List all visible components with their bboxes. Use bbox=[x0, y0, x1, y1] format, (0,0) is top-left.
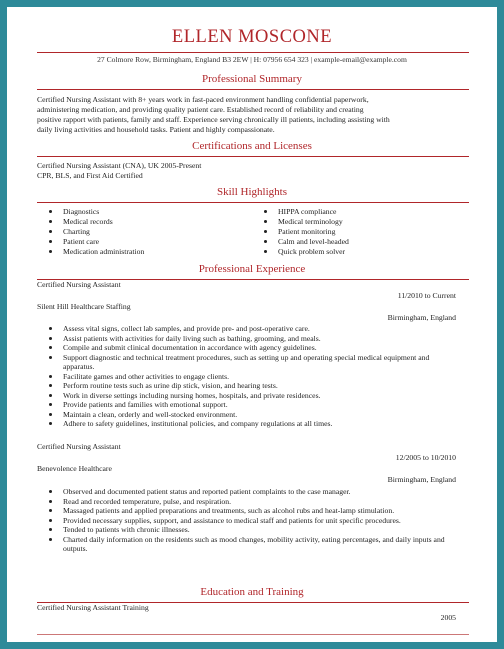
bullet-icon bbox=[49, 528, 52, 531]
bullet-icon bbox=[49, 403, 52, 406]
duty-item bbox=[37, 506, 462, 516]
bullet-icon bbox=[49, 327, 52, 330]
bullet-icon bbox=[49, 220, 52, 223]
bullet-icon bbox=[49, 230, 52, 233]
bullet-icon bbox=[264, 250, 267, 253]
job-location: Birmingham, England bbox=[387, 313, 456, 322]
duty-text: Read and recorded temperature, pulse, and respiration. bbox=[63, 496, 231, 506]
bullet-icon bbox=[49, 210, 52, 213]
duty-item bbox=[37, 324, 462, 334]
candidate-name: ELLEN MOSCONE bbox=[171, 27, 333, 47]
bullet-icon bbox=[49, 509, 52, 512]
certifications-heading: Certifications and Licenses bbox=[192, 140, 312, 152]
duty-text: Work in diverse settings including nursing homes, hospitals, and private residences. bbox=[63, 390, 321, 400]
bullet-icon bbox=[49, 240, 52, 243]
duty-item bbox=[37, 497, 462, 507]
duty-text: Adhere to safety guidelines, institutional policies, and company regulations at all times. bbox=[63, 419, 333, 428]
duty-text: Facilitate games and other activities to engage clients. bbox=[63, 371, 230, 381]
duty-text: Provided necessary supplies, support, and assistance to medical staff and patients for unit specific procedures. bbox=[63, 515, 401, 525]
certification-line: CPR, BLS, and First Aid Certified bbox=[37, 171, 143, 180]
certifications-list bbox=[37, 161, 201, 181]
duty-item bbox=[37, 487, 462, 497]
duty-item bbox=[37, 391, 462, 401]
skill-label: Medical records bbox=[63, 217, 113, 226]
bullet-icon bbox=[49, 413, 52, 416]
duty-text: Maintain a clean, orderly and well-stocked environment. bbox=[63, 409, 238, 419]
duty-item bbox=[37, 516, 462, 526]
duty-text: Provide patients and families with emotional support. bbox=[63, 400, 228, 409]
duty-text: Perform routine tests such as urine dip stick, vision, and hearing tests. bbox=[63, 381, 278, 390]
bullet-icon bbox=[49, 375, 52, 378]
duty-text: Assess vital signs, collect lab samples, and provide pre- and post-operative care. bbox=[63, 324, 310, 333]
duty-item bbox=[37, 525, 462, 535]
skills-divider bbox=[37, 202, 469, 203]
experience-heading: Professional Experience bbox=[198, 263, 306, 275]
duty-text: Support diagnostic and technical treatment procedures, such as setting up and operating special medical equipment and apparatus. bbox=[63, 352, 430, 371]
duty-item bbox=[37, 381, 462, 391]
duty-item bbox=[37, 410, 462, 420]
duty-item bbox=[37, 372, 462, 382]
duty-item bbox=[37, 343, 462, 353]
job-duties-list bbox=[37, 324, 462, 429]
bullet-icon bbox=[264, 220, 267, 223]
education-title: Certified Nursing Assistant Training bbox=[37, 603, 149, 612]
duty-text: Assist patients with activities for daily living such as bathing, grooming, and meals. bbox=[63, 333, 321, 343]
skill-label: Patient monitoring bbox=[278, 227, 336, 236]
summary-line: positive rapport with patients, family and staff. Experience serving chronically ill patients, including assisting with bbox=[37, 115, 390, 124]
bullet-icon bbox=[264, 210, 267, 213]
bullet-icon bbox=[49, 337, 52, 340]
skills-heading: Skill Highlights bbox=[217, 186, 287, 198]
skill-label: Quick problem solver bbox=[278, 247, 346, 256]
certifications-divider bbox=[37, 156, 469, 157]
bullet-icon bbox=[49, 490, 52, 493]
bullet-icon bbox=[264, 240, 267, 243]
certification-line: Certified Nursing Assistant (CNA), UK 2005-Present bbox=[37, 161, 202, 170]
job-location: Birmingham, England bbox=[387, 475, 456, 484]
summary-line: administering medication, and providing quality patient care. Established record of reliability and creating bbox=[37, 105, 364, 114]
job-employer: Silent Hill Healthcare Staffing bbox=[37, 302, 131, 311]
bullet-icon bbox=[49, 346, 52, 349]
bullet-icon bbox=[49, 500, 52, 503]
bullet-icon bbox=[49, 538, 52, 541]
duty-text: Compile and submit clinical documentation in accordance with agency guidelines. bbox=[63, 343, 317, 352]
job-employer: Benevolence Healthcare bbox=[37, 464, 112, 473]
duty-item bbox=[37, 400, 462, 410]
skill-label: Medication administration bbox=[63, 247, 145, 256]
footer-divider bbox=[37, 634, 469, 635]
skill-label: Diagnostics bbox=[63, 207, 100, 216]
job-dates: 11/2010 to Current bbox=[397, 291, 456, 300]
bullet-icon bbox=[49, 250, 52, 253]
skill-label: HIPPA compliance bbox=[278, 207, 337, 216]
duty-text: Observed and documented patient status and reported patient complaints to the case manager. bbox=[63, 487, 351, 496]
duty-text: Tended to patients with chronic illnesses. bbox=[63, 525, 190, 534]
skill-label: Calm and level-headed bbox=[278, 237, 349, 246]
bullet-icon bbox=[49, 384, 52, 387]
job-title: Certified Nursing Assistant bbox=[37, 442, 121, 451]
contact-line: 27 Colmore Row, Birmingham, England B3 2EW | H: 07956 654 323 | example-email@example.com bbox=[97, 55, 407, 64]
duty-text: Massaged patients and applied preparations and treatments, such as alcohol rubs and heat-lamp stimulation. bbox=[63, 506, 395, 515]
bullet-icon bbox=[49, 519, 52, 522]
summary-heading: Professional Summary bbox=[202, 73, 302, 85]
education-heading: Education and Training bbox=[200, 586, 304, 598]
job-title: Certified Nursing Assistant bbox=[37, 280, 121, 289]
bullet-icon bbox=[49, 394, 52, 397]
skill-label: Medical terminology bbox=[278, 217, 343, 226]
resume-page bbox=[7, 7, 497, 642]
summary-text bbox=[37, 95, 390, 135]
duty-item bbox=[37, 334, 462, 344]
job-duties-list bbox=[37, 487, 462, 554]
skill-label: Charting bbox=[63, 227, 90, 236]
summary-line: Certified Nursing Assistant with 8+ years work in fast-paced environment handling confidential paperwork, bbox=[37, 95, 369, 104]
duty-item bbox=[37, 419, 462, 429]
education-year: 2005 bbox=[440, 613, 456, 622]
duty-item bbox=[37, 535, 462, 554]
bullet-icon bbox=[49, 356, 52, 359]
header-divider bbox=[37, 52, 469, 53]
summary-divider bbox=[37, 89, 469, 90]
summary-line: daily living activities and household tasks. Patient and highly compassionate. bbox=[37, 125, 275, 134]
bullet-icon bbox=[264, 230, 267, 233]
duty-text: Charted daily information on the residents such as mood changes, mobility activity, eating percentages, and daily inputs and outputs. bbox=[63, 534, 445, 553]
duty-item bbox=[37, 353, 462, 372]
skill-label: Patient care bbox=[63, 237, 100, 246]
job-dates: 12/2005 to 10/2010 bbox=[395, 453, 456, 462]
bullet-icon bbox=[49, 422, 52, 425]
